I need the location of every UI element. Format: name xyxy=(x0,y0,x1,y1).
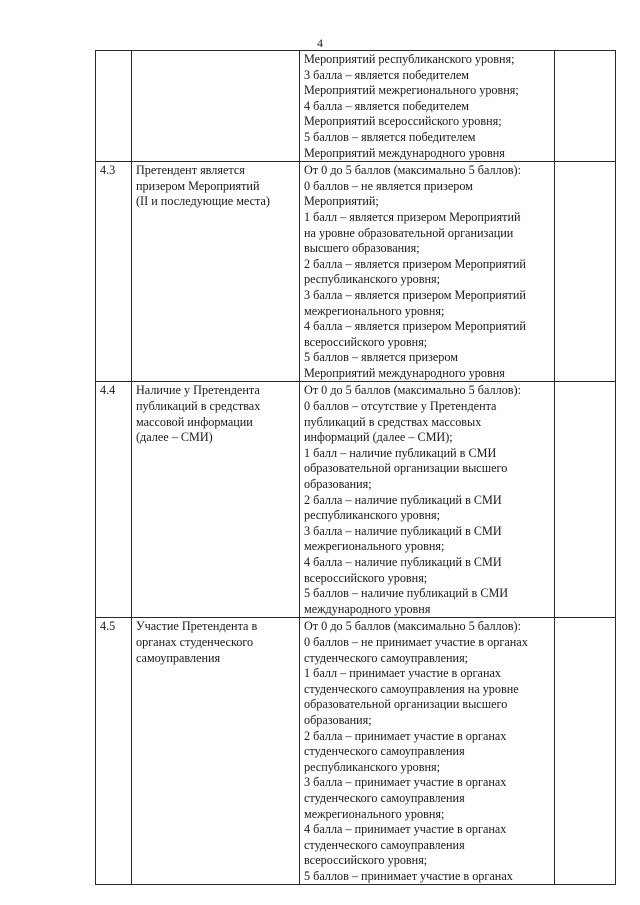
criterion-scoring: Мероприятий республиканского уровня; 3 балла – является победителем Мероприятий межрегионального уровня; 4 балла – является победителем Мероприятий всероссийского уровня; 5 баллов – является победителем Мероприятий международного уровня xyxy=(300,51,555,162)
criterion-name: Наличие у Претендента публикаций в средствах массовой информации (далее – СМИ) xyxy=(132,382,300,618)
score-cell xyxy=(555,51,616,162)
page-number: 4 xyxy=(317,36,323,50)
criterion-scoring: От 0 до 5 баллов (максимально 5 баллов): 0 баллов – не принимает участие в органах студенческого самоуправления; 1 балл – принимает участие в органах студенческого самоуправления на уровне образовательной организации высшего образования; 2 балла – принимает участие в органах студенческого самоуправления республиканского уровня; 3 балла – принимает участие в органах студенческого самоуправления межрегионального уровня; 4 балла – принимает участие в органах студенческого самоуправления всероссийского уровня; 5 баллов – принимает участие в органах xyxy=(300,618,555,885)
table-row xyxy=(96,162,616,382)
criteria-table xyxy=(95,50,616,885)
score-cell xyxy=(555,162,616,382)
criterion-name: Претендент является призером Мероприятий (II и последующие места) xyxy=(132,162,300,382)
score-cell xyxy=(555,618,616,885)
criterion-scoring: От 0 до 5 баллов (максимально 5 баллов): 0 баллов – отсутствие у Претендента публикаций в средствах массовых информаций (далее – СМИ); 1 балл – наличие публикаций в СМИ образовательной организации высшего образования; 2 балла – наличие публикаций в СМИ республиканского уровня; 3 балла – наличие публикаций в СМИ межрегионального уровня; 4 балла – наличие публикаций в СМИ всероссийского уровня; 5 баллов – наличие публикаций в СМИ международного уровня xyxy=(300,382,555,618)
score-cell xyxy=(555,382,616,618)
table-row xyxy=(96,382,616,618)
criterion-scoring: От 0 до 5 баллов (максимально 5 баллов): 0 баллов – не является призером Мероприятий; 1 балл – является призером Мероприятий на уровне образовательной организации высшего образования; 2 балла – является призером Мероприятий республиканского уровня; 3 балла – является призером Мероприятий межрегионального уровня; 4 балла – является призером Мероприятий всероссийского уровня; 5 баллов – является призером Мероприятий международного уровня xyxy=(300,162,555,382)
table-row xyxy=(96,51,616,162)
row-number: 4.5 xyxy=(96,618,132,885)
row-number: 4.3 xyxy=(96,162,132,382)
criterion-name: Участие Претендента в органах студенческого самоуправления xyxy=(132,618,300,885)
row-number xyxy=(96,51,132,162)
row-number: 4.4 xyxy=(96,382,132,618)
criterion-name xyxy=(132,51,300,162)
table-row xyxy=(96,618,616,885)
